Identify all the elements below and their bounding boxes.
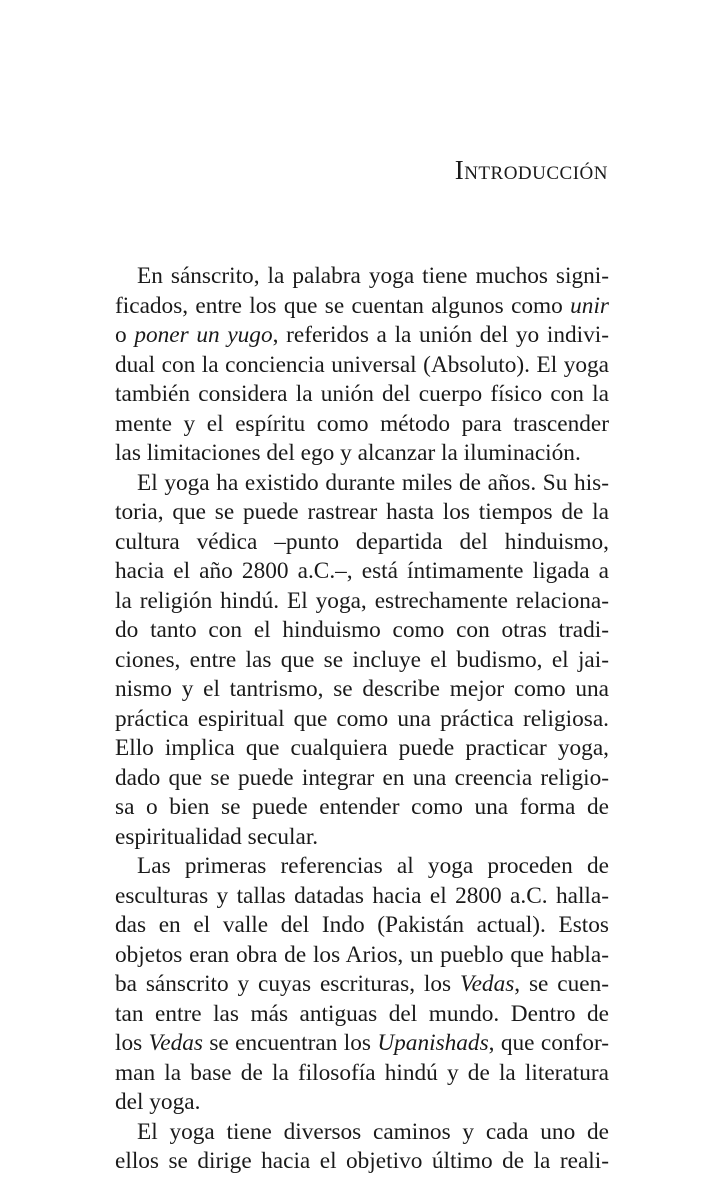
text-run: objetos eran obra de los Arios, un pueblo que habla- — [115, 941, 609, 968]
text-run: espiritualidad secular. — [115, 823, 319, 850]
text-line — [115, 292, 609, 322]
text-run: ficados, entre los que se cuentan algunos como — [115, 292, 571, 319]
text-line — [115, 1000, 609, 1030]
text-line — [115, 321, 609, 351]
text-run: dado que se puede integrar en una creencia religio- — [115, 764, 609, 791]
text-run: o — [115, 322, 135, 348]
text-run: Las primeras referencias al yoga proceden de — [137, 853, 609, 879]
paragraph — [115, 469, 609, 853]
text-run: ellos se dirige hacia el objetivo último de la reali- — [115, 1148, 609, 1174]
text-run: esculturas y tallas datadas hacia el 2800 a.C. halla- — [115, 882, 609, 909]
text-run: El yoga ha existido durante miles de años. Su his- — [137, 469, 609, 496]
text-line — [115, 528, 609, 558]
text-line — [115, 646, 609, 676]
text-run: El yoga tiene diversos caminos y cada uno de — [137, 1118, 609, 1145]
text-run: ciones, entre las que se incluye el budismo, el jai- — [115, 646, 609, 673]
text-run: dual con la conciencia universal (Absoluto). El yoga — [115, 351, 609, 378]
text-run: , se cuen- — [514, 971, 609, 997]
text-line — [115, 1118, 609, 1148]
italic-term: Upanishads — [377, 1030, 489, 1056]
text-run: hacia el año 2800 a.C.–, está íntimamente ligada a — [115, 558, 609, 584]
italic-term: unir — [570, 292, 609, 319]
text-line — [115, 734, 609, 764]
paragraph — [115, 1118, 609, 1177]
text-run: se encuentran los — [202, 1030, 378, 1056]
text-line — [115, 911, 609, 941]
text-line — [115, 1059, 609, 1089]
text-run: En sánscrito, la palabra yoga tiene muchos signi- — [137, 263, 609, 289]
text-run: do tanto con el hinduismo como con otras tradi- — [115, 617, 609, 643]
text-run: también considera la unión del cuerpo físico con la — [115, 381, 609, 407]
text-line — [115, 262, 609, 292]
text-line — [115, 587, 609, 617]
text-line — [115, 410, 609, 440]
text-run: las limitaciones del ego y alcanzar la iluminación. — [115, 440, 581, 466]
text-line — [115, 823, 609, 853]
text-line — [115, 1147, 609, 1177]
text-run: man la base de la filosofía hindú y de la literatura — [115, 1059, 609, 1086]
text-line — [115, 351, 609, 381]
paragraph — [115, 852, 609, 1118]
text-line — [115, 469, 609, 499]
text-line — [115, 557, 609, 587]
text-run: , que confor- — [488, 1030, 610, 1056]
text-run: mente y el espíritu como método para trascender — [115, 410, 609, 437]
text-run: Ello implica que cualquiera puede practicar yoga, — [115, 735, 609, 761]
text-run: ba sánscrito y cuyas escrituras, los — [115, 971, 460, 997]
text-run: del yoga. — [115, 1089, 201, 1115]
text-line — [115, 616, 609, 646]
text-run: tan entre las más antiguas del mundo. Dentro de — [115, 1000, 609, 1027]
text-run: nismo y el tantrismo, se describe mejor como una — [115, 676, 609, 702]
text-run: los — [115, 1030, 149, 1056]
text-run: toria, que se puede rastrear hasta los tiempos de la — [115, 499, 609, 525]
text-line — [115, 882, 609, 912]
text-line — [115, 675, 609, 705]
text-line — [115, 764, 609, 794]
italic-term: Vedas — [459, 971, 515, 997]
paragraph — [115, 262, 609, 469]
italic-term: poner un yugo — [134, 322, 273, 348]
text-run: , referidos a la unión del yo indivi- — [272, 322, 609, 348]
text-line — [115, 1088, 609, 1118]
text-line — [115, 1029, 609, 1059]
text-line — [115, 970, 609, 1000]
text-run: la religión hindú. El yoga, estrechamente relaciona- — [115, 587, 609, 614]
text-line — [115, 380, 609, 410]
body-text — [115, 262, 609, 1177]
text-run: práctica espiritual que como una práctica religiosa. — [115, 705, 609, 732]
text-line — [115, 498, 609, 528]
italic-term: Vedas — [148, 1030, 203, 1056]
text-line — [115, 705, 609, 735]
text-line — [115, 941, 609, 971]
text-run: cultura védica –punto departida del hinduismo, — [115, 528, 609, 555]
text-run: sa o bien se puede entender como una forma de — [115, 794, 609, 820]
text-line — [115, 793, 609, 823]
text-run: das en el valle del Indo (Pakistán actual). Estos — [115, 912, 609, 938]
chapter-title: Introducción — [454, 155, 608, 185]
text-line — [115, 439, 609, 469]
text-line — [115, 852, 609, 882]
